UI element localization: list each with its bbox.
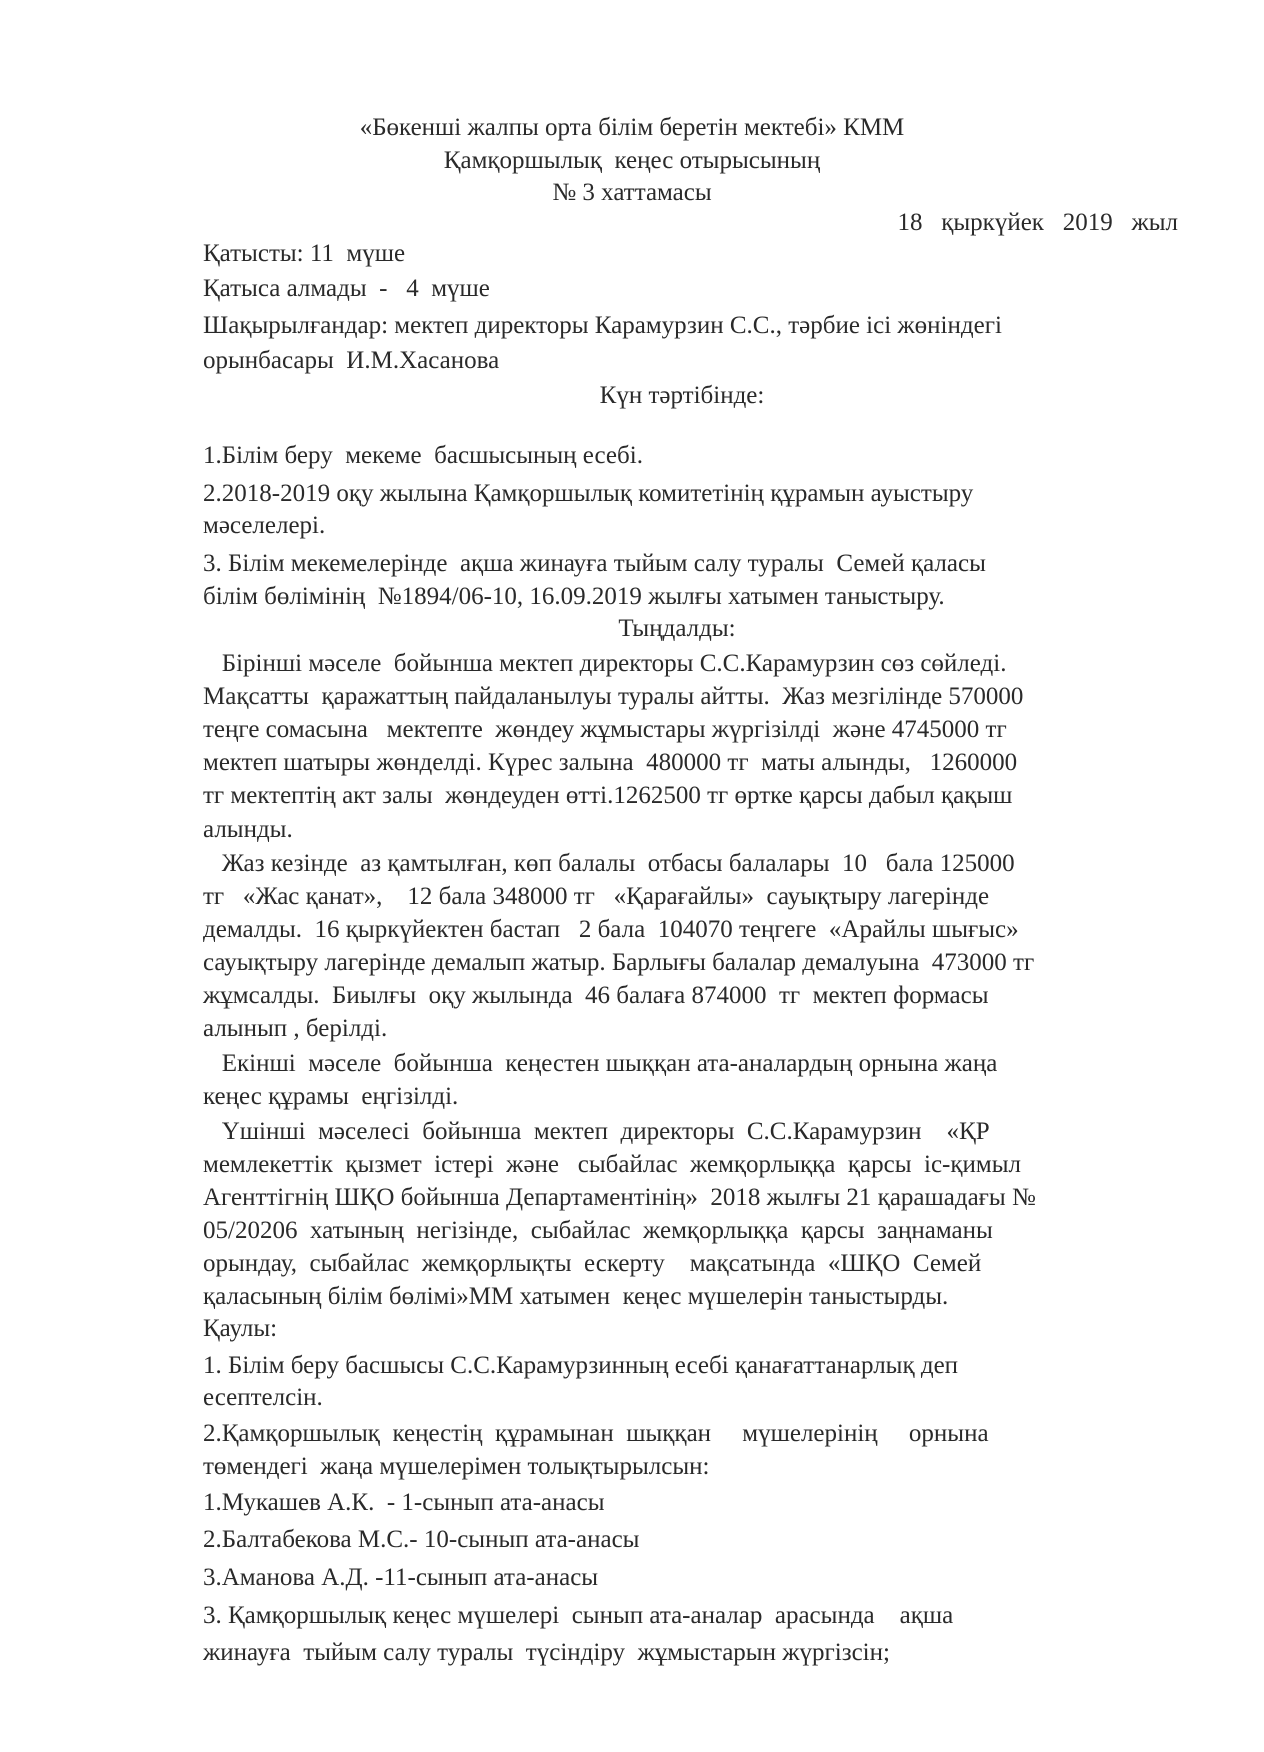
heard-p2-line: сауықтыру лагерінде демалып жатыр. Барлығы балалар демалуына 473000 тг <box>203 949 1035 976</box>
heard-p1-line: теңге сомасына мектепте жөндеу жұмыстары жүргізілді және 4745000 тг <box>203 716 1007 743</box>
heard-p4-line: мемлекеттік қызмет істері және сыбайлас жемқорлыққа қарсы іс-қимыл <box>203 1151 1021 1178</box>
council-title: Қамқоршылық кеңес отырысының <box>443 147 821 174</box>
agenda-title: Күн тәртібінде: <box>599 382 765 409</box>
new-member-1: 1.Мукашев А.К. - 1-сынып ата-анасы <box>203 1489 605 1516</box>
resolved-title: Қаулы: <box>203 1315 278 1342</box>
invited-line-2: орынбасары И.М.Хасанова <box>203 347 500 374</box>
agenda-item-2-line-1: 2.2018-2019 оқу жылына Қамқоршылық комитетінің құрамын ауыстыру <box>203 480 974 507</box>
resolution-3-line-1: 3. Қамқоршылық кеңес мүшелері сынып ата-аналар арасында ақша <box>203 1602 954 1629</box>
heard-p2-line: демалды. 16 қыркүйектен бастап 2 бала 104070 теңгеге «Арайлы шығыс» <box>203 916 1019 943</box>
heard-p1-line: мектеп шатыры жөнделді. Күрес залына 480000 тг маты алынды, 1260000 <box>203 749 1018 776</box>
resolution-1-line-2: есептелсін. <box>203 1384 323 1411</box>
heard-p2-line: тг «Жас қанат», 12 бала 348000 тг «Қарағайлы» сауықтыру лагерінде <box>203 883 990 910</box>
resolution-2-line-1: 2.Қамқоршылық кеңестің құрамынан шыққан мүшелерінің орнына <box>203 1420 989 1447</box>
present-count: Қатысты: 11 мүше <box>203 240 406 267</box>
heard-p1-line: Бірінші мәселе бойынша мектеп директоры С.С.Карамурзин сөз сөйледі. <box>203 650 1007 677</box>
invited-line-1: Шақырылғандар: мектеп директоры Карамурзин С.С., тәрбие ісі жөніндегі <box>203 312 1002 339</box>
heard-p4-line: орындау, сыбайлас жемқорлықты ескерту мақсатында «ШҚО Семей <box>203 1250 982 1277</box>
heard-title: Тыңдалды: <box>618 615 736 642</box>
agenda-item-2-line-2: мәселелері. <box>203 512 326 539</box>
new-member-3: 3.Аманова А.Д. -11-сынып ата-анасы <box>203 1564 599 1591</box>
org-name: «Бөкенші жалпы орта білім беретін мектебі» КММ <box>359 114 905 141</box>
resolution-1-line-1: 1. Білім беру басшысы С.С.Карамурзинның есебі қанағаттанарлық деп <box>203 1352 959 1379</box>
heard-p1-line: тг мектептің акт залы жөндеуден өтті.1262500 тг өртке қарсы дабыл қақыш <box>203 782 1013 809</box>
protocol-date: 18 қыркүйек 2019 жыл <box>897 209 1178 236</box>
absent-count: Қатыса алмады - 4 мүше <box>203 275 490 302</box>
heard-p3-line: кеңес құрамы еңгізілді. <box>203 1083 459 1110</box>
agenda-item-1: 1.Білім беру мекеме басшысының есебі. <box>203 442 643 469</box>
heard-p1-line: алынды. <box>203 816 293 843</box>
resolution-3-line-2: жинауға тыйым салу туралы түсіндіру жұмыстарын жүргізсін; <box>203 1639 890 1666</box>
resolution-2-line-2: төмендегі жаңа мүшелерімен толықтырылсын: <box>203 1453 710 1480</box>
heard-p2-line: алынып , берілді. <box>203 1015 388 1042</box>
protocol-number: № 3 хаттамасы <box>552 179 712 206</box>
heard-p4-line: қаласының білім бөлімі»ММ хатымен кеңес мүшелерін таныстырды. <box>203 1283 949 1310</box>
heard-p4-line: 05/20206 хатының негізінде, сыбайлас жемқорлыққа қарсы заңнаманы <box>203 1217 993 1244</box>
new-member-2: 2.Балтабекова М.С.- 10-сынып ата-анасы <box>203 1526 640 1553</box>
heard-p3-line: Екінші мәселе бойынша кеңестен шыққан ата-аналардың орнына жаңа <box>203 1050 998 1077</box>
agenda-item-3-line-1: 3. Білім мекемелерінде ақша жинауға тыйым салу туралы Семей қаласы <box>203 550 986 577</box>
heard-p1-line: Мақсатты қаражаттың пайдаланылуы туралы айтты. Жаз мезгілінде 570000 <box>203 683 1024 710</box>
agenda-item-3-line-2: білім бөлімінің №1894/06-10, 16.09.2019 жылғы хатымен таныстыру. <box>203 583 945 610</box>
heard-p4-line: Агенттігнің ШҚО бойынша Департаментінің» 2018 жылғы 21 қарашадағы № <box>203 1184 1036 1211</box>
heard-p2-line: жұмсалды. Биылғы оқу жылында 46 балаға 874000 тг мектеп формасы <box>203 982 989 1009</box>
heard-p2-line: Жаз кезінде аз қамтылған, көп балалы отбасы балалары 10 бала 125000 <box>203 850 1015 877</box>
heard-p4-line: Үшінші мәселесі бойынша мектеп директоры С.С.Карамурзин «ҚР <box>203 1118 990 1145</box>
